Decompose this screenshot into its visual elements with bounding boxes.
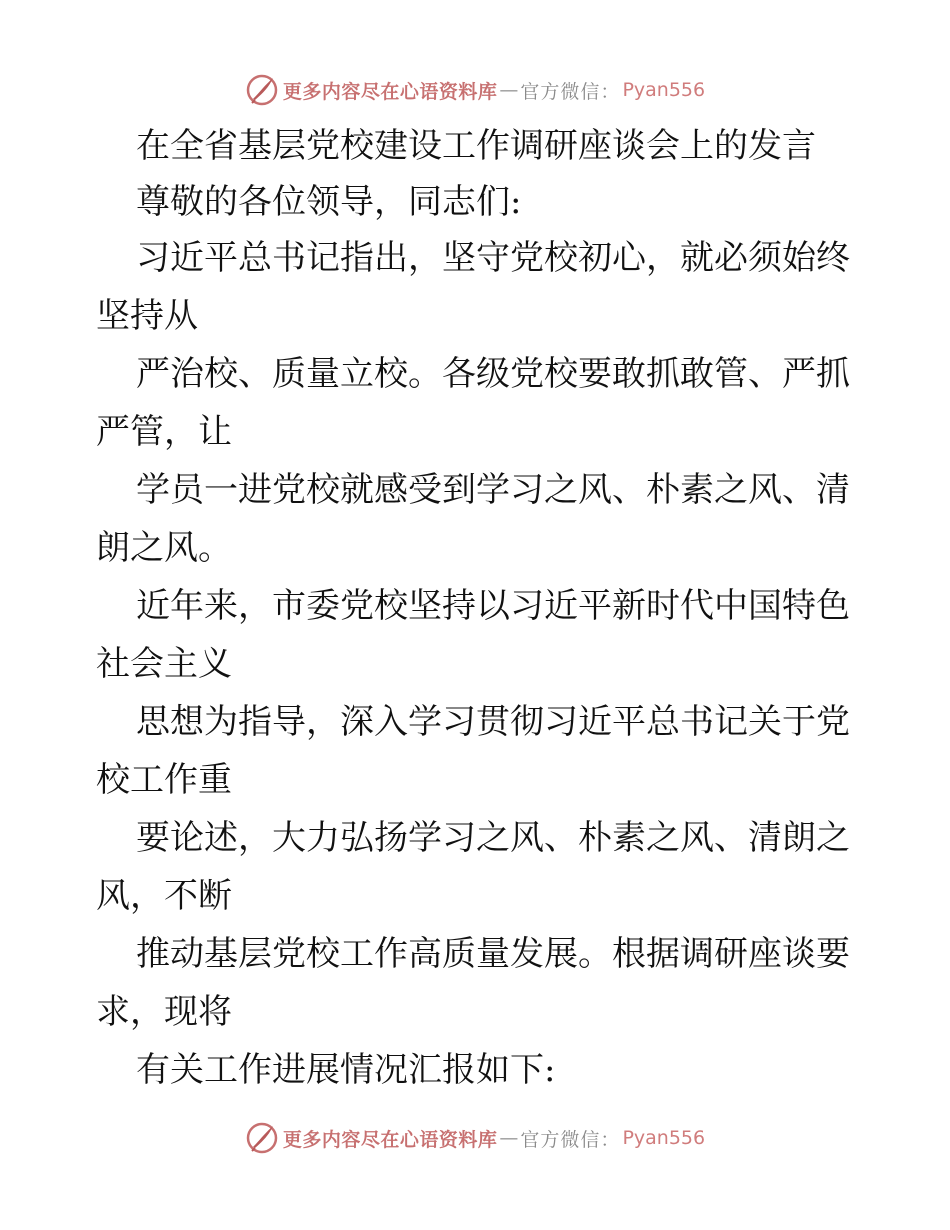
document-line: 习近平总书记指出，坚守党校初心，就必须始终 <box>136 238 850 278</box>
watermark-banner-top <box>0 70 950 110</box>
document-line: 近年来，市委党校坚持以习近平新时代中国特色 <box>136 586 850 626</box>
watermark-wechat-id: Pyan556 <box>622 1127 706 1149</box>
document-line: 学员一进党校就感受到学习之风、朴素之风、清 <box>136 470 850 510</box>
document-line: 校工作重 <box>96 760 232 800</box>
document-salutation: 尊敬的各位领导，同志们: <box>136 182 522 222</box>
document-line: 朗之风。 <box>96 528 232 568</box>
document-line: 推动基层党校工作高质量发展。根据调研座谈要 <box>136 934 850 974</box>
document-line: 求，现将 <box>96 992 232 1032</box>
quill-logo-icon <box>245 73 279 107</box>
watermark-dash: — <box>499 1127 519 1149</box>
watermark-brand: 更多内容尽在心语资料库 <box>282 80 498 103</box>
watermark-banner-bottom <box>0 1118 950 1158</box>
document-line: 要论述，大力弘扬学习之风、朴素之风、清朗之 <box>136 818 850 858</box>
document-title: 在全省基层党校建设工作调研座谈会上的发言 <box>136 126 816 166</box>
watermark-dash: — <box>499 79 519 101</box>
watermark-brand: 更多内容尽在心语资料库 <box>282 1128 498 1151</box>
document-line: 有关工作进展情况汇报如下: <box>136 1050 556 1090</box>
document-line: 社会主义 <box>96 644 232 684</box>
document-line: 坚持从 <box>96 296 198 336</box>
watermark-official-label: 官方微信： <box>520 80 621 103</box>
watermark-official-label: 官方微信： <box>520 1128 621 1151</box>
quill-logo-icon <box>245 1121 279 1155</box>
document-line: 严管，让 <box>96 412 232 452</box>
watermark-wechat-id: Pyan556 <box>622 79 706 101</box>
document-line: 严治校、质量立校。各级党校要敢抓敢管、严抓 <box>136 354 850 394</box>
document-line: 思想为指导，深入学习贯彻习近平总书记关于党 <box>136 702 850 742</box>
document-line: 风，不断 <box>96 876 232 916</box>
